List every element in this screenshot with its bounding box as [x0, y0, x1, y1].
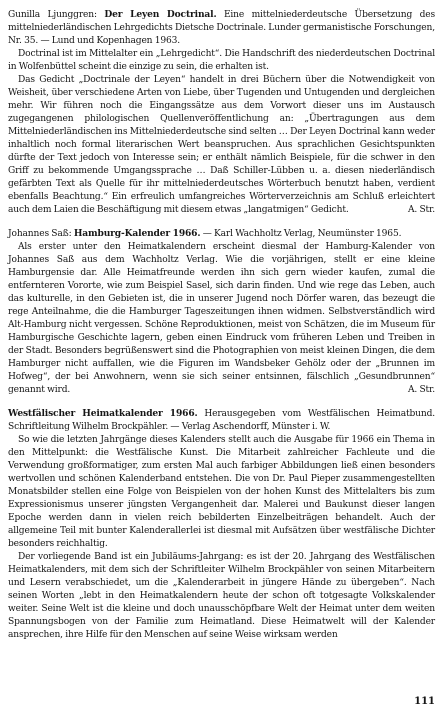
- review-body-text: Als erster unter den Heimatkalendern erscheint diesmal der Hamburg-Kalender von Johannes Saß aus dem Wachholtz Verlag. Wie die vorjährigen, stellt er eine kleine Hamburgensie dar. Alle Heimatfreunde werden ihn sich gern wieder kaufen, zumal die entfernteren Vororte, wie zum Beispiel Sasel, sich darin finden. Und wie rege das Leben, auch das kulturelle, in den Gebieten ist, die in unserer Jugend noch Dörfer waren, das bezeugt die rege Anteilnahme, die die Hamburger Tageszeitungen ihnen widmen. Selbstverständlich wird Alt-Hamburg nicht vergessen. Schöne Reproduktionen, meist von Schätzen, die im Museum für Hamburgische Geschichte lagern, geben einen Eindruck vom früheren Leben und Treiben in der Stadt. Besonders begrüßenswert sind die Photographien von meist kleinen Dingen, die dem Hamburger nicht auffallen, wie die Figuren im Wandsbeker Gehölz oder der „Brunnen im Hofweg“, der bei Anwohnern, wenn sie sich seiner entsinnen, fälschlich „Gesundbrunnen“ genannt wird.: [8, 242, 435, 395]
- review-paragraph: [8, 241, 435, 397]
- review-paragraph: Der vorliegende Band ist ein Jubiläums-Jahrgang: es ist der 20. Jahrgang des Westfälischen Heimatkalenders, mit dem sich der Schriftleiter Wilhelm Brockpähler von seinen Mitarbeitern und Lesern verabschiedet, um die „Kalenderarbeit in jüngere Hände zu übergeben“. Nach seinen Worten „lebt in den Heimatkalendern heute der schon oft totgesagte Volkskalender weiter. Seine Welt ist die kleine und doch unausschöpfbare Welt der Heimat unter dem weiten Spannungsbogen von der Familie zum Heimatland. Diese Heimatwelt will der Kalender ansprechen, ihre Hilfe für den Menschen auf seine Weise wirksam werden: [8, 552, 435, 640]
- review-heading-paragraph: [8, 8, 435, 48]
- review-entry-leyen-doctrinal: [8, 8, 435, 217]
- review-publication-details: — Karl Wachholtz Verlag, Neumünster 1965.: [202, 229, 402, 239]
- reviewer-signature: A. Str.: [407, 385, 435, 395]
- review-book-title: Hamburg-Kalender 1966.: [73, 228, 201, 239]
- review-publication-details: Herausgegeben vom Westfälischen Heimatbund. Schriftleitung Wilhelm Brockpähler. — Verlag Aschendorff, Münster i. W.: [8, 409, 435, 432]
- entry-separator: [8, 217, 435, 227]
- review-paragraph: [8, 74, 435, 217]
- reviewer-signature: A. Str.: [407, 205, 435, 215]
- review-author: Johannes Saß:: [8, 229, 72, 239]
- page-number: 111: [414, 696, 435, 707]
- review-publication-details: Eine mittelniederdeutsche Übersetzung des mittelniederländischen Lehrgedichts Dietsche Doctrinale. Lunder germanistische Forschungen, Nr. 35. — Lund und Kopenhagen 1963.: [8, 10, 436, 46]
- review-paragraph: Doctrinal ist im Mittelalter ein „Lehrgedicht“. Die Handschrift des niederdeutschen Doctrinal in Wolfenbüttel scheint die einzige zu sein, die erhalten ist.: [8, 49, 435, 72]
- review-entry-hamburg-kalender: [8, 227, 435, 397]
- review-author: Gunilla Ljunggren:: [8, 10, 97, 20]
- review-book-title: Westfälischer Heimatkalender 1966.: [8, 408, 198, 419]
- review-entry-westfaelischer-heimatkalender: [8, 407, 435, 642]
- review-heading-paragraph: [8, 407, 435, 434]
- entry-separator: [8, 397, 435, 407]
- review-heading-paragraph: [8, 227, 435, 241]
- review-book-title: Der Leyen Doctrinal.: [104, 9, 217, 20]
- review-body-text: Das Gedicht „Doctrinale der Leyen“ handelt in drei Büchern über die Notwendigkeit von Weisheit, über verschiedene Arten von Liebe, über Tugenden und Untugenden und dergleichen mehr. Wir führen noch die Eingangssätze aus dem Vorwort dieser uns im Austausch zugegangenen philologischen Quellenveröffentlichung an: „Übertragungen aus dem Mittelniederländischen ins Mittelniederdeutsche sind selten … Der Leyen Doctrinal kann weder inhaltlich noch formal literarischen Wert beanspruchen. Aus sprachlichen Gesichtspunkten dürfte der Text jedoch von Interesse sein; er enthält nämlich Beispiele, für die schwer in den Griff zu bekommende Umgangssprache … Daß Schiller-Lübben u. a. diesen niederländisch gefärbten Text als Quelle für ihr mittelniederdeutsches Wörterbuch benutzt haben, verdient ebenfalls Beachtung.“ Ein erfreulich umfangreiches Wörterverzeichnis am Schluß erleichtert auch dem Laien die Beschäftigung mit diesem etwas „langatmigen“ Gedicht.: [8, 75, 435, 215]
- review-paragraph: So wie die letzten Jahrgänge dieses Kalenders stellt auch die Ausgabe für 1966 ein Thema in den Mittelpunkt: die Westfälische Kunst. Die Mitarbeit zahlreicher Fachleute und die Verwendung großformatiger, zum ersten Mal auch farbiger Abbildungen ließ einen besonders wertvollen und schönen Kalenderband entstehen. Die von Dr. Paul Pieper zusammengestellten Monatsbilder stellen eine Folge von Beispielen von der hohen Kunst des Mittelalters bis zum Expressionismus unserer jüngsten Vergangenheit dar. Malerei und Baukunst dieser langen Epoche werden dann in vielen reich bebilderten Einzelbeiträgen behandelt. Auch der allgemeine Teil mit bunter Kalenderallerlei ist diesmal mit Aufsätzen über westfälische Dichter besonders reichhaltig.: [8, 435, 435, 549]
